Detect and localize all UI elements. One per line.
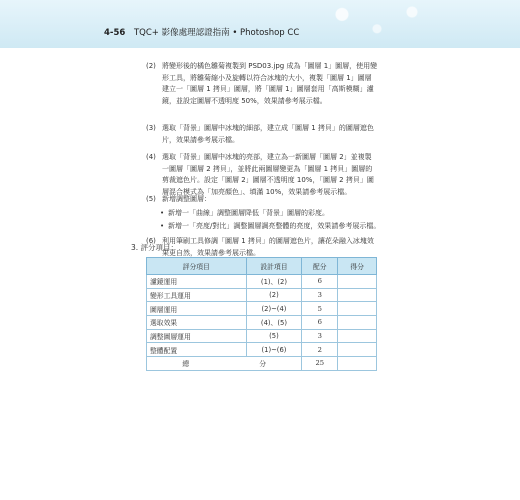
step-6 xyxy=(146,236,378,259)
total-score-cell[interactable] xyxy=(338,357,377,371)
item-cell: 選取效果 xyxy=(147,316,247,330)
snowflake-decoration-icon xyxy=(300,0,440,48)
item-cell: 圖層運用 xyxy=(147,302,247,316)
score-cell[interactable] xyxy=(338,275,377,289)
total-points-cell: 25 xyxy=(302,357,338,371)
header-band xyxy=(0,0,520,48)
item-cell: 變形工具運用 xyxy=(147,288,247,302)
header-points: 配分 xyxy=(302,258,338,275)
points-cell: 5 xyxy=(302,302,338,316)
step-number: (2) xyxy=(146,62,156,70)
item-cell: 濾鏡運用 xyxy=(147,275,247,289)
points-cell: 6 xyxy=(302,316,338,330)
table-row xyxy=(147,302,377,316)
sub-step-text: 新增一「亮度/對比」調整圖層調亮整體的亮度，效果請參考展示檔。 xyxy=(168,222,381,230)
book-title: TQC+ 影像處理認證指南 • Photoshop CC xyxy=(133,28,300,38)
table-row xyxy=(147,329,377,343)
score-cell[interactable] xyxy=(338,288,377,302)
step-5 xyxy=(146,194,378,206)
step-text: 選取「背景」圖層中冰塊的亮部，建立為一新圖層「圖層 2」並複製一圖層「圖層 2 拷貝」，並將此兩圖層變更為「圖層 1 拷貝」圖層的剪裁遮色片。設定「圖層 2」圖層不透明度 10%，「圖層 2 拷貝」圖層混合模式為「加亮顏色」、填滿 10%，效果請參考展示檔。 xyxy=(162,153,374,196)
sub-step-curves xyxy=(160,208,382,220)
step-4 xyxy=(146,152,378,198)
page-number: 4-56 xyxy=(104,28,126,38)
points-cell: 2 xyxy=(302,343,338,357)
design-cell: (1)、(2) xyxy=(246,275,302,289)
step-text: 新增調整圖層： xyxy=(162,195,211,203)
table-row xyxy=(147,343,377,357)
header-score: 得分 xyxy=(338,258,377,275)
header-design: 設計項目 xyxy=(246,258,302,275)
step-number: (3) xyxy=(146,124,156,132)
bullet: • xyxy=(160,209,165,217)
step-number: (6) xyxy=(146,237,156,245)
design-cell: (2) xyxy=(246,288,302,302)
points-cell: 3 xyxy=(302,329,338,343)
table-header-row xyxy=(147,258,377,275)
scoring-table xyxy=(146,257,377,371)
step-number: (4) xyxy=(146,153,156,161)
total-label xyxy=(147,357,302,371)
step-3 xyxy=(146,123,378,146)
total-label-left: 總 xyxy=(182,360,190,369)
step-number: (5) xyxy=(146,195,156,203)
design-cell: (5) xyxy=(246,329,302,343)
sub-step-brightness xyxy=(160,221,382,233)
design-cell: (2)~(4) xyxy=(246,302,302,316)
item-cell: 整體配置 xyxy=(147,343,247,357)
scoring-section-title: 3. 評分項目： xyxy=(131,243,179,252)
step-text: 利用筆刷工具修調「圖層 1 拷貝」的圖層遮色片，讓花朵融入冰塊效果更自然，效果請參考展示檔。 xyxy=(162,237,374,257)
score-cell[interactable] xyxy=(338,316,377,330)
table-row xyxy=(147,316,377,330)
total-row xyxy=(147,357,377,371)
table-row xyxy=(147,288,377,302)
total-label-right: 分 xyxy=(259,360,266,369)
step-2 xyxy=(146,61,378,107)
score-cell[interactable] xyxy=(338,302,377,316)
points-cell: 3 xyxy=(302,288,338,302)
table-row xyxy=(147,275,377,289)
header-item: 評分項目 xyxy=(147,258,247,275)
step-text: 將變形後的橘色雛菊複製到 PSD03.jpg 成為「圖層 1」圖層，使用變形工具，將雛菊縮小及旋轉以符合冰塊的大小，複製「圖層 1」圖層建立一「圖層 1 拷貝」圖層，將「圖層 1」圖層套用「高斯模糊」濾鏡，並設定圖層不透明度 50%，效果請參考展示檔。 xyxy=(162,62,378,105)
running-header xyxy=(104,26,299,38)
item-cell: 調整圖層運用 xyxy=(147,329,247,343)
score-cell[interactable] xyxy=(338,343,377,357)
points-cell: 6 xyxy=(302,275,338,289)
score-cell[interactable] xyxy=(338,329,377,343)
design-cell: (1)~(6) xyxy=(246,343,302,357)
step-text: 選取「背景」圖層中冰塊的細部，建立成「圖層 1 拷貝」的圖層遮色片，效果請參考展示檔。 xyxy=(162,124,374,144)
bullet: • xyxy=(160,222,165,230)
design-cell: (4)、(5) xyxy=(246,316,302,330)
sub-step-text: 新增一「曲線」調整圖層降低「背景」圖層的彩度。 xyxy=(168,209,329,217)
